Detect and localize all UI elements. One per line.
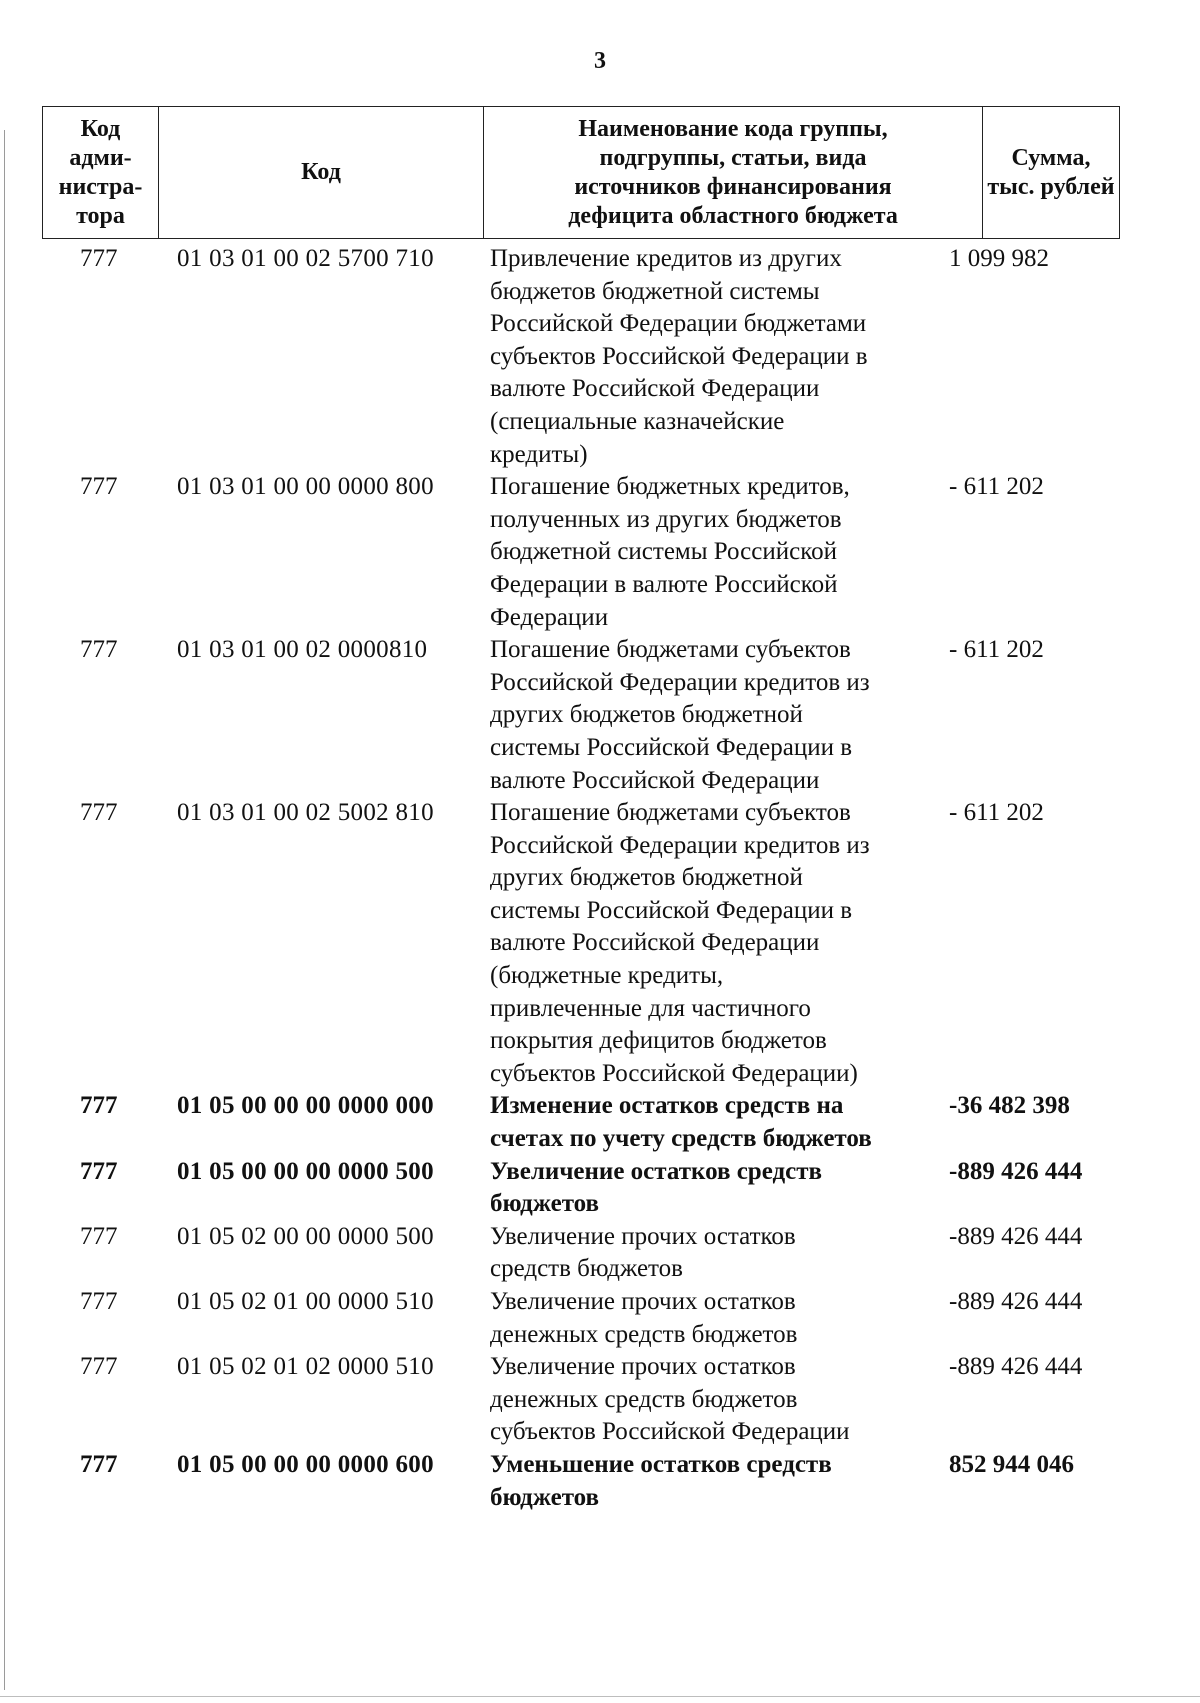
name-line: валюте Российской Федерации	[490, 766, 820, 794]
name-line: бюджетов	[490, 1483, 600, 1511]
name-line: денежных средств бюджетов	[490, 1385, 798, 1413]
name-cell	[490, 797, 930, 1090]
header-name: Наименование кода группы, подгруппы, статьи, вида источников финансирования дефицита областного бюджета	[484, 107, 983, 238]
name-cell	[490, 1286, 930, 1351]
name-line: валюте Российской Федерации	[490, 375, 820, 403]
name-line: средств бюджетов	[490, 1255, 683, 1283]
name-line: Погашение бюджетных кредитов,	[490, 473, 850, 501]
name-line: Федерации	[490, 603, 609, 631]
name-line: полученных из других бюджетов	[490, 505, 842, 533]
table-row	[0, 797, 1200, 1090]
admin-code-cell: 777	[80, 1157, 118, 1185]
name-cell	[490, 243, 930, 471]
admin-code-cell: 777	[80, 1092, 118, 1120]
name-line: Российской Федерации бюджетами	[490, 310, 867, 338]
sum-cell: 852 944 046	[949, 1450, 1074, 1478]
name-line: субъектов Российской Федерации)	[490, 1059, 858, 1087]
header-sum: Сумма, тыс. рублей	[987, 144, 1115, 200]
name-line: Российской Федерации кредитов из	[490, 668, 870, 696]
name-line: покрытия дефицитов бюджетов	[490, 1027, 827, 1055]
header-admin-code: Код адми- нистра- тора	[43, 107, 159, 238]
code-cell: 01 03 01 00 02 0000810	[177, 636, 428, 664]
name-cell	[490, 1090, 930, 1155]
code-cell: 01 05 02 01 02 0000 510	[177, 1353, 434, 1381]
admin-code-cell: 777	[80, 1222, 118, 1250]
name-cell	[490, 634, 930, 797]
name-line: валюте Российской Федерации	[490, 929, 820, 957]
name-line: счетах по учету средств бюджетов	[490, 1125, 872, 1153]
sum-cell: - 611 202	[949, 636, 1044, 664]
name-line: Погашение бюджетами субъектов	[490, 636, 851, 664]
code-cell: 01 05 00 00 00 0000 600	[177, 1450, 434, 1478]
name-line: Увеличение прочих остатков	[490, 1353, 796, 1381]
table-row	[0, 1351, 1200, 1449]
table-header	[42, 106, 1120, 239]
code-cell: 01 05 02 00 00 0000 500	[177, 1222, 434, 1250]
code-cell: 01 03 01 00 02 5002 810	[177, 799, 434, 827]
sum-cell: -36 482 398	[949, 1092, 1070, 1120]
code-cell: 01 03 01 00 00 0000 800	[177, 473, 434, 501]
sum-cell: -889 426 444	[949, 1288, 1083, 1315]
table-row	[0, 1090, 1200, 1155]
name-line: субъектов Российской Федерации	[490, 1418, 850, 1446]
table-row	[0, 1221, 1200, 1286]
table-body	[0, 243, 1200, 1514]
name-line: бюджетов бюджетной системы	[490, 277, 820, 305]
admin-code-cell: 777	[80, 1288, 118, 1315]
name-line: Федерации в валюте Российской	[490, 570, 838, 598]
admin-code-cell: 777	[80, 245, 118, 272]
name-line: (бюджетные кредиты,	[490, 962, 724, 990]
code-cell: 01 05 02 01 00 0000 510	[177, 1288, 434, 1315]
name-cell	[490, 1351, 930, 1449]
name-cell	[490, 1449, 930, 1514]
name-cell	[490, 1156, 930, 1221]
table-row	[0, 1286, 1200, 1351]
name-line: денежных средств бюджетов	[490, 1320, 798, 1348]
table-row	[0, 634, 1200, 797]
sum-cell: -889 426 444	[949, 1157, 1083, 1185]
header-code: Код	[159, 107, 484, 238]
name-line: Погашение бюджетами субъектов	[490, 799, 851, 827]
admin-code-cell: 777	[80, 799, 118, 827]
name-line: кредиты)	[490, 440, 588, 468]
code-cell: 01 03 01 00 02 5700 710	[177, 245, 434, 272]
name-line: других бюджетов бюджетной	[490, 701, 803, 729]
admin-code-cell: 777	[80, 1353, 118, 1381]
table-row	[0, 243, 1200, 471]
code-cell: 01 05 00 00 00 0000 000	[177, 1092, 434, 1120]
table-row	[0, 471, 1200, 634]
sum-cell: 1 099 982	[949, 245, 1049, 272]
name-line: Уменьшение остатков средств	[490, 1450, 832, 1478]
admin-code-cell: 777	[80, 636, 118, 664]
page-number: 3	[594, 48, 606, 74]
sum-cell: -889 426 444	[949, 1353, 1083, 1381]
sum-cell: - 611 202	[949, 799, 1044, 827]
name-line: системы Российской Федерации в	[490, 733, 853, 761]
name-line: Изменение остатков средств на	[490, 1092, 844, 1120]
name-line: (специальные казначейские	[490, 407, 785, 435]
name-line: привлеченные для частичного	[490, 994, 811, 1022]
name-line: Увеличение остатков средств	[490, 1157, 822, 1185]
name-line: системы Российской Федерации в	[490, 896, 853, 924]
name-line: бюджетов	[490, 1190, 600, 1218]
code-cell: 01 05 00 00 00 0000 500	[177, 1157, 434, 1185]
admin-code-cell: 777	[80, 1450, 118, 1478]
sum-cell: - 611 202	[949, 473, 1044, 501]
table-row	[0, 1156, 1200, 1221]
name-line: субъектов Российской Федерации в	[490, 342, 868, 370]
name-cell	[490, 471, 930, 634]
name-cell	[490, 1221, 930, 1286]
name-line: Увеличение прочих остатков	[490, 1288, 796, 1315]
bottom-edge-line	[0, 1696, 1200, 1697]
name-line: других бюджетов бюджетной	[490, 864, 803, 892]
table-row	[0, 1449, 1200, 1514]
name-line: Привлечение кредитов из других	[490, 245, 842, 272]
sum-cell: -889 426 444	[949, 1222, 1083, 1250]
name-line: Увеличение прочих остатков	[490, 1222, 796, 1250]
name-line: Российской Федерации кредитов из	[490, 831, 870, 859]
name-line: бюджетной системы Российской	[490, 538, 837, 566]
admin-code-cell: 777	[80, 473, 118, 501]
